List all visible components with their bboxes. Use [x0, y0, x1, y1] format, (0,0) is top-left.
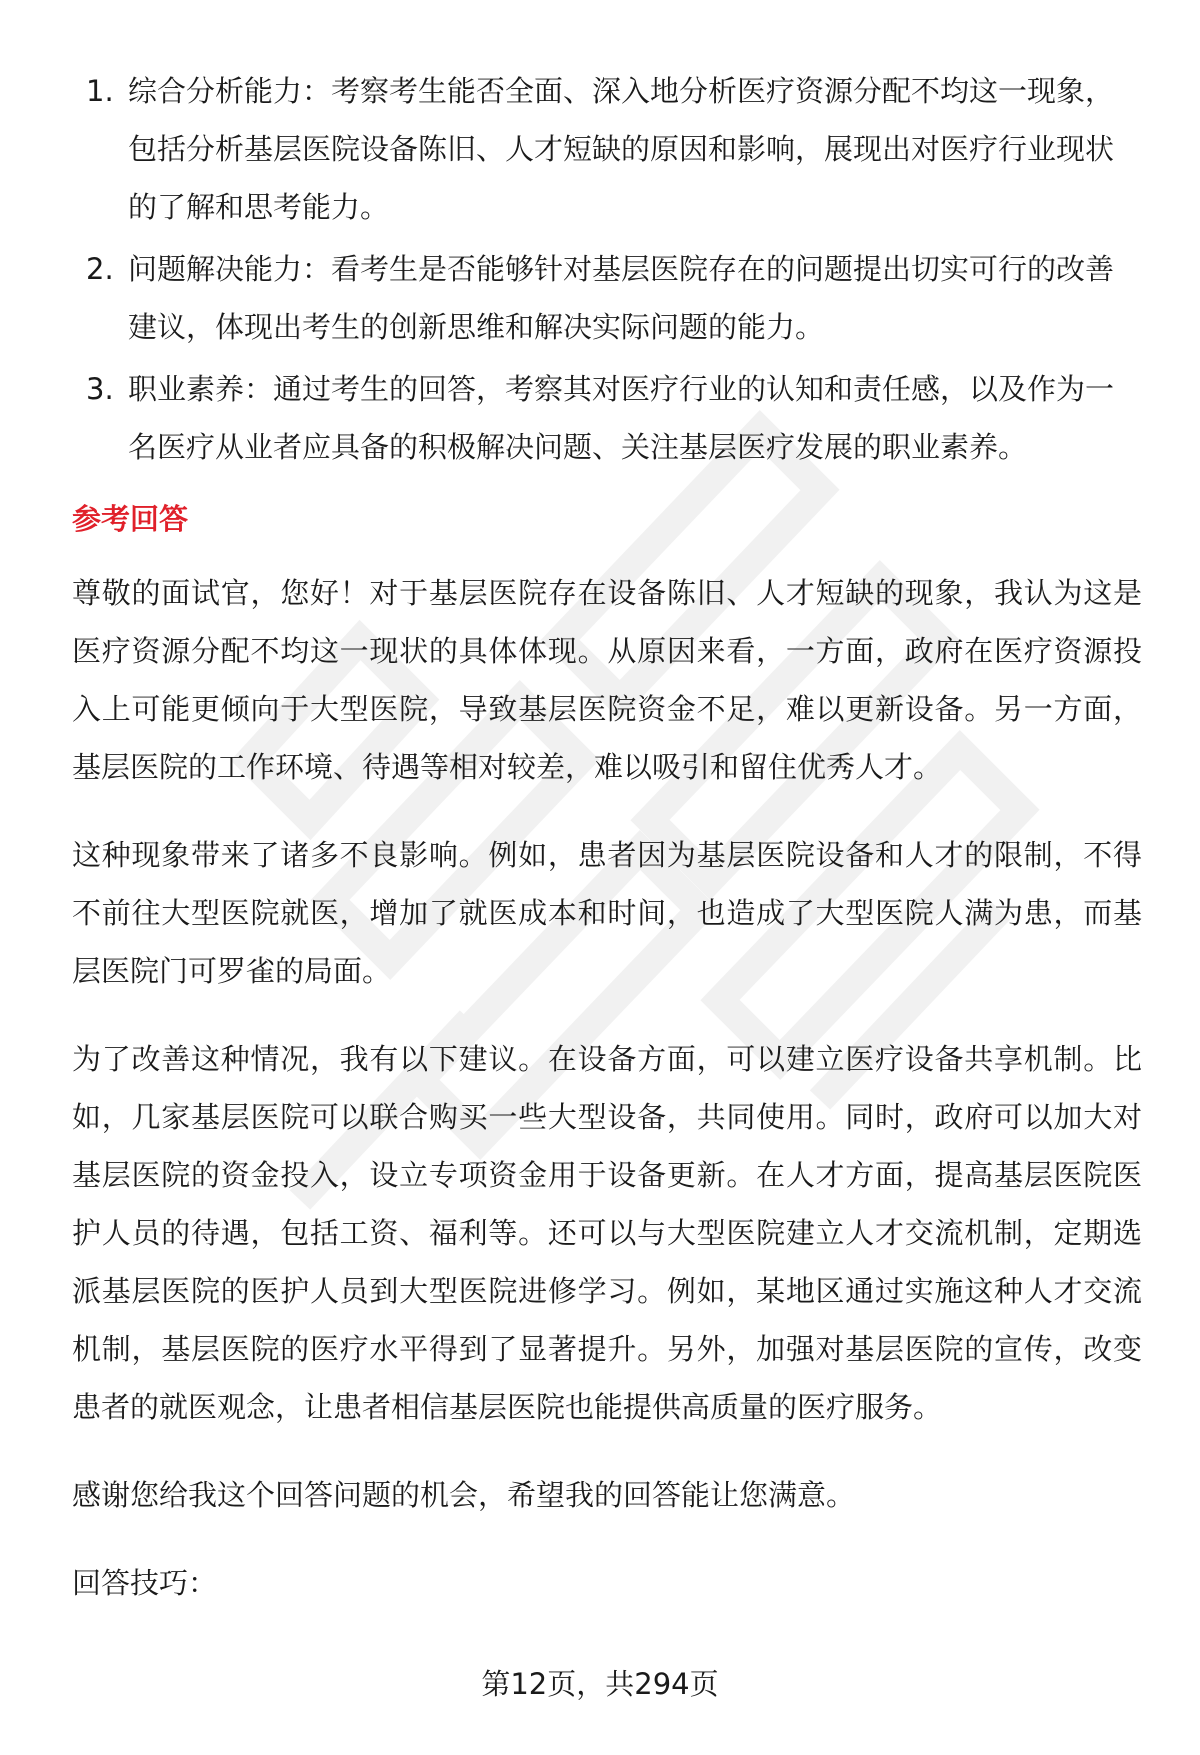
page-number-footer: 第12页，共294页: [481, 1667, 719, 1701]
criteria-number: 3.: [86, 372, 114, 406]
reference-answer-heading: 参考回答: [72, 502, 189, 536]
criteria-item: [72, 62, 1142, 236]
criteria-number: 1.: [86, 74, 114, 108]
criteria-list: [72, 62, 1142, 476]
criteria-item: [72, 360, 1142, 476]
answer-paragraph: 尊敬的面试官，您好！对于基层医院存在设备陈旧、人才短缺的现象，我认为这是医疗资源分配不均这一现状的具体体现。从原因来看，一方面，政府在医疗资源投入上可能更倾向于大型医院，导致基层医院资金不足，难以更新设备。另一方面，基层医院的工作环境、待遇等相对较差，难以吸引和留住优秀人才。: [72, 576, 1142, 784]
criteria-number: 2.: [86, 252, 114, 286]
answer-paragraph: 感谢您给我这个回答问题的机会，希望我的回答能让您满意。: [72, 1478, 856, 1512]
answer-paragraph: 为了改善这种情况，我有以下建议。在设备方面，可以建立医疗设备共享机制。比如，几家基层医院可以联合购买一些大型设备，共同使用。同时，政府可以加大对基层医院的资金投入，设立专项资金用于设备更新。在人才方面，提高基层医院医护人员的待遇，包括工资、福利等。还可以与大型医院建立人才交流机制，定期选派基层医院的医护人员到大型医院进修学习。例如，某地区通过实施这种人才交流机制，基层医院的医疗水平得到了显著提升。另外，加强对基层医院的宣传，改变患者的就医观念，让患者相信基层医院也能提供高质量的医疗服务。: [72, 1042, 1142, 1424]
answer-paragraph: 这种现象带来了诸多不良影响。例如，患者因为基层医院设备和人才的限制，不得不前往大型医院就医，增加了就医成本和时间，也造成了大型医院人满为患，而基层医院门可罗雀的局面。: [72, 838, 1142, 988]
document-content: [72, 62, 1142, 1642]
criteria-text: 综合分析能力：考察考生能否全面、深入地分析医疗资源分配不均这一现象，包括分析基层医院设备陈旧、人才短缺的原因和影响，展现出对医疗行业现状的了解和思考能力。: [128, 74, 1115, 224]
criteria-text: 问题解决能力：看考生是否能够针对基层医院存在的问题提出切实可行的改善建议，体现出考生的创新思维和解决实际问题的能力。: [128, 252, 1115, 344]
answer-tips-label: 回答技巧：: [72, 1566, 218, 1600]
criteria-text: 职业素养：通过考生的回答，考察其对医疗行业的认知和责任感，以及作为一名医疗从业者应具备的积极解决问题、关注基层医疗发展的职业素养。: [128, 372, 1115, 464]
criteria-item: [72, 240, 1142, 356]
